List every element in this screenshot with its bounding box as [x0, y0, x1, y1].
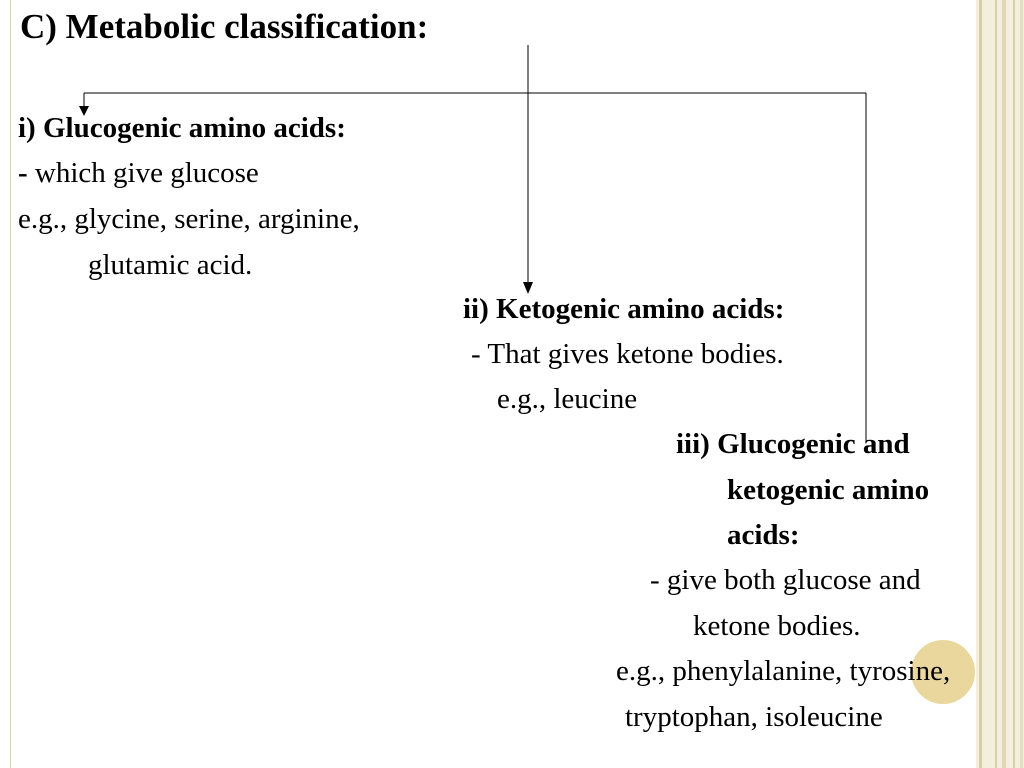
glucogenic-example-line2: glutamic acid. [88, 249, 253, 281]
both-description-line1: - give both glucose and [650, 564, 921, 596]
both-example-line1: e.g., phenylalanine, tyrosine, [616, 655, 951, 687]
ketogenic-heading: ii) Ketogenic amino acids: [463, 293, 785, 325]
both-heading-line3: acids: [727, 519, 800, 551]
page-title: C) Metabolic classification: [20, 7, 429, 46]
both-example-line2: tryptophan, isoleucine [625, 701, 883, 733]
both-heading-line2: ketogenic amino [727, 474, 930, 506]
glucogenic-example-line1: e.g., glycine, serine, arginine, [18, 203, 360, 235]
glucogenic-description [18, 156, 259, 190]
ketogenic-description: - That gives ketone bodies. [471, 338, 784, 370]
both-heading-line1: iii) Glucogenic and [676, 428, 910, 460]
both-description-line2: ketone bodies. [693, 610, 861, 642]
glucogenic-heading: i) Glucogenic amino acids: [18, 112, 346, 144]
glucogenic-desc-text: which give glucose [34, 157, 259, 189]
ketogenic-example: e.g., leucine [497, 383, 638, 415]
bullet-dash: - [18, 157, 28, 189]
